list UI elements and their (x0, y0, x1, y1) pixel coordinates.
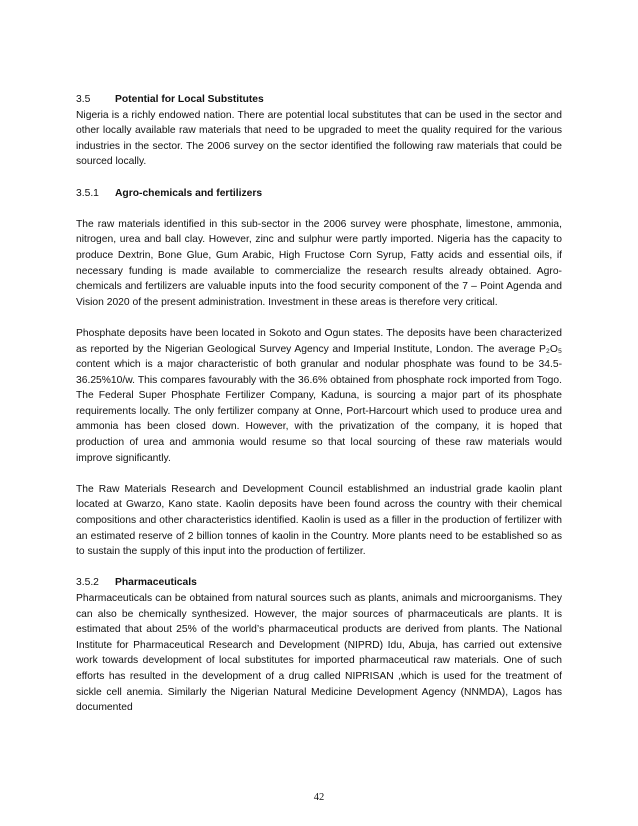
paragraph: Pharmaceuticals can be obtained from natural sources such as plants, animals and microorganisms. They can also be chemically synthesized. However, the major sources of pharmaceuticals are plants. It is estimated that about 25% of the world’s pharmaceutical products are derived from plants. The National Institute for Pharmaceutical Research and Development (NIPRD) Idu, Abuja, has carried out extensive work towards development of local substitutes for imported pharmaceutical raw materials. One of such efforts has resulted in the development of a drug called NIPRISAN ,which is used for the treatment of sickle cell anemia. Similarly the Nigerian Natural Medicine Development Agency (NNMDA), Lagos has documented (76, 593, 562, 714)
page-body (76, 92, 562, 716)
section-title: Potential for Local Substitutes (115, 94, 264, 105)
section-3-5-heading (76, 92, 562, 108)
page-number: 42 (313, 792, 325, 803)
paragraph: The raw materials identified in this sub-sector in the 2006 survey were phosphate, limestone, ammonia, nitrogen, urea and ball clay. However, zinc and sulphur were partly imported. Nigeria has the capacity to produce Dextrin, Bone Glue, Gum Arabic, High Fructose Corn Syrup, Fatty acids and essential oils, if necessary funding is made available to commercialize the research results already obtained. Agro-chemicals and fertilizers are valuable inputs into the food security component of the 7 – Point Agenda and Vision 2020 of the present administration. Investment in these areas is therefore very critical. (76, 218, 562, 308)
paragraph: Phosphate deposits have been located in Sokoto and Ogun states. The deposits have been characterized as reported by the Nigerian Geological Survey Agency and Imperial Institute, London. The average P₂O₅ content which is a major characteristic of both granular and nodular phosphate was found to be 34.5-36.25%10/w. This compares favourably with the 36.6% obtained from phosphate rock imported from Togo. The Federal Super Phosphate Fertilizer Company, Kaduna, is sourcing a major part of its phosphate requirements locally. The only fertilizer company at Onne, Port-Harcourt which used to produce urea and ammonia has been closed down. However, with the privatization of the company, it is hoped that production of urea and ammonia would resume so that local sourcing of these raw materials would improve significantly. (76, 327, 562, 464)
section-3-5-1-heading (76, 186, 562, 202)
paragraph: Nigeria is a richly endowed nation. There are potential local substitutes that can be used in the sector and other locally available raw materials that need to be upgraded to meet the quality required for the various industries in the sector. The 2006 survey on the sector identified the following raw materials that could be sourced locally. (76, 109, 562, 168)
paragraph: The Raw Materials Research and Development Council establishmed an industrial grade kaolin plant located at Gwarzo, Kano state. Kaolin deposits have been found across the country with their chemical compositions and other characteristics identified. Kaolin is used as a filler in the production of fertilizer with an estimated reserve of 2 billion tonnes of kaolin in the Country. More plants need to be established so as to sustain the supply of this input into the production of fertilizer. (76, 483, 562, 558)
section-title: Agro-chemicals and fertilizers (115, 187, 263, 199)
section-number: 3.5.2 (76, 577, 99, 589)
section-number: 3.5.1 (76, 187, 99, 199)
section-number: 3.5 (76, 94, 91, 105)
section-3-5-2-heading (76, 575, 562, 591)
section-title: Pharmaceuticals (115, 577, 197, 589)
